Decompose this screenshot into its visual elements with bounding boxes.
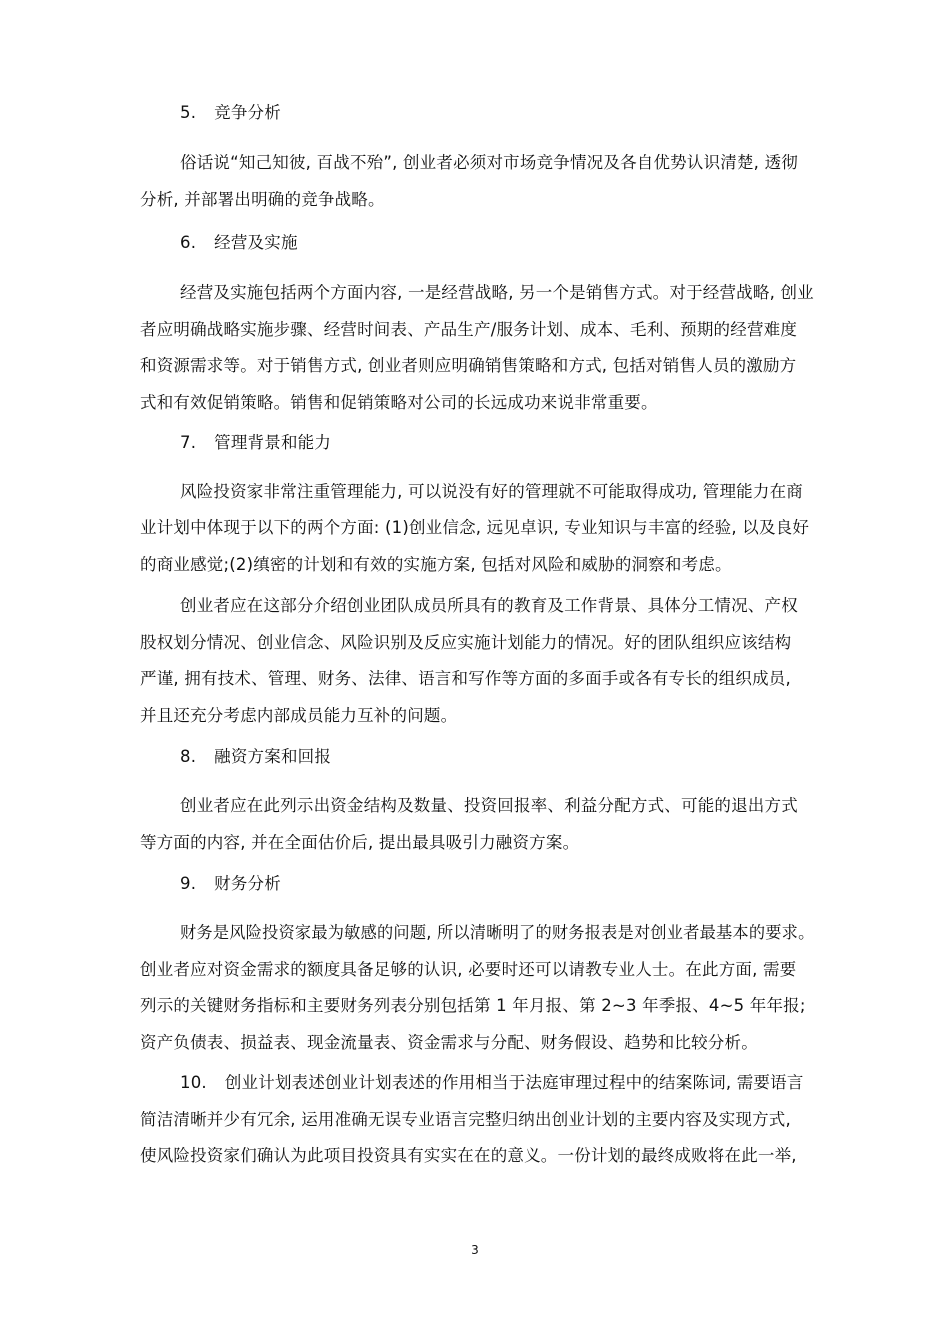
paragraph-line: 财务是风险投资家最为敏感的问题, 所以清晰明了的财务报表是对创业者最基本的要求。 <box>180 923 815 942</box>
paragraph-line: 风险投资家非常注重管理能力, 可以说没有好的管理就不可能取得成功, 管理能力在商 <box>180 482 803 501</box>
paragraph-line: 俗话说“知己知彼, 百战不殆”, 创业者必须对市场竞争情况及各自优势认识清楚, 透彻 <box>180 153 798 172</box>
section-heading-9 <box>180 874 281 894</box>
paragraph-line: 并且还充分考虑内部成员能力互补的问题。 <box>140 706 458 725</box>
paragraph-line: 严谨, 拥有技术、管理、财务、法律、语言和写作等方面的多面手或各有专长的组织成员, <box>140 669 791 688</box>
section-number: 6. <box>180 233 197 252</box>
section-number: 7. <box>180 433 197 452</box>
section-title: 财务分析 <box>214 874 281 893</box>
paragraph-line: 分析, 并部署出明确的竞争战略。 <box>140 190 385 209</box>
paragraph-line: 使风险投资家们确认为此项目投资具有实实在在的意义。一份计划的最终成败将在此一举, <box>140 1146 797 1165</box>
section-heading-5 <box>180 103 281 123</box>
paragraph-line: 股权划分情况、创业信念、风险识别及反应实施计划能力的情况。好的团队组织应该结构 <box>140 633 792 652</box>
paragraph-line: 和资源需求等。对于销售方式, 创业者则应明确销售策略和方式, 包括对销售人员的激励方 <box>140 356 797 375</box>
section-number: 8. <box>180 747 197 766</box>
section-number: 10. <box>180 1073 207 1092</box>
section-heading-10 <box>180 1073 804 1093</box>
section-heading-8 <box>180 747 331 767</box>
section-number: 9. <box>180 874 197 893</box>
paragraph-line: 者应明确战略实施步骤、经营时间表、产品生产/服务计划、成本、毛利、预期的经营难度 <box>140 320 798 339</box>
paragraph-line: 等方面的内容, 并在全面估价后, 提出最具吸引力融资方案。 <box>140 833 580 852</box>
paragraph-line: 创业者应对资金需求的额度具备足够的认识, 必要时还可以请教专业人士。在此方面, 需要 <box>140 960 797 979</box>
section-title: 创业计划表述创业计划表述的作用相当于法庭审理过程中的结案陈词, 需要语言 <box>224 1073 804 1092</box>
section-title: 竞争分析 <box>214 103 281 122</box>
page-number: 3 <box>471 1243 479 1257</box>
section-heading-7 <box>180 433 331 453</box>
paragraph-line: 的商业感觉;(2)缜密的计划和有效的实施方案, 包括对风险和威胁的洞察和考虑。 <box>140 555 732 574</box>
paragraph-line: 简洁清晰并少有冗余, 运用准确无误专业语言完整归纳出创业计划的主要内容及实现方式, <box>140 1110 791 1129</box>
paragraph-line: 列示的关键财务指标和主要财务列表分别包括第 1 年月报、第 2~3 年季报、4~5 年年报; <box>140 996 806 1015</box>
paragraph-line: 资产负债表、损益表、现金流量表、资金需求与分配、财务假设、趋势和比较分析。 <box>140 1033 758 1052</box>
paragraph-line: 创业者应在此列示出资金结构及数量、投资回报率、利益分配方式、可能的退出方式 <box>180 796 798 815</box>
section-title: 管理背景和能力 <box>214 433 332 452</box>
paragraph-line: 业计划中体现于以下的两个方面: (1)创业信念, 远见卓识, 专业知识与丰富的经验, 以及良好 <box>140 518 810 537</box>
section-heading-6 <box>180 233 298 253</box>
paragraph-line: 经营及实施包括两个方面内容, 一是经营战略, 另一个是销售方式。对于经营战略, 创业 <box>180 283 814 302</box>
section-title: 经营及实施 <box>214 233 298 252</box>
paragraph-line: 创业者应在这部分介绍创业团队成员所具有的教育及工作背景、具体分工情况、产权 <box>180 596 798 615</box>
section-number: 5. <box>180 103 197 122</box>
section-title: 融资方案和回报 <box>214 747 332 766</box>
paragraph-line: 式和有效促销策略。销售和促销策略对公司的长远成功来说非常重要。 <box>140 393 658 412</box>
